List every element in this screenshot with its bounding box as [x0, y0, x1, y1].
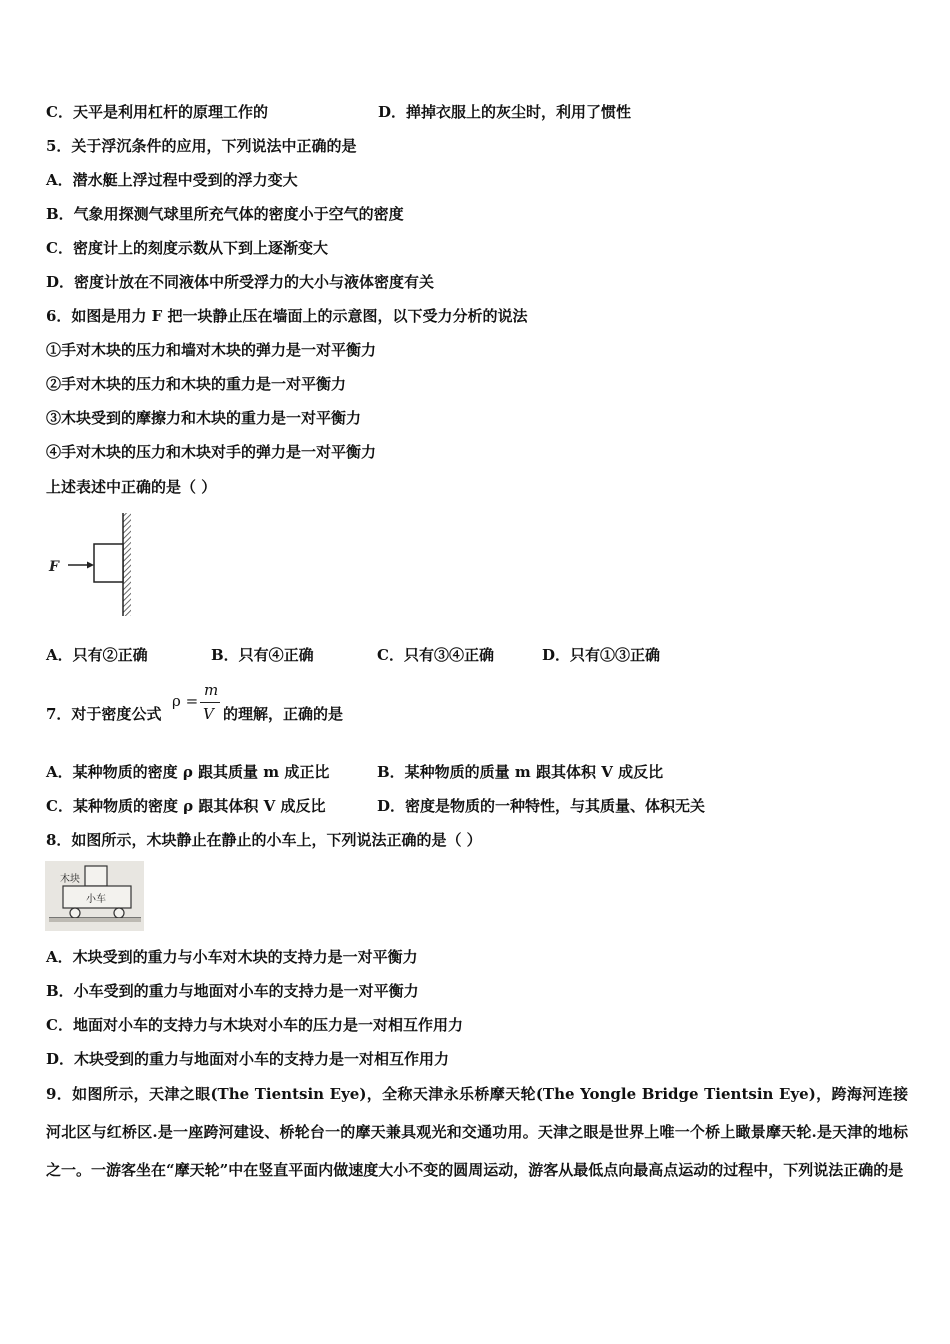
force-label: F [49, 559, 59, 575]
wheel-right [114, 908, 124, 918]
q6-option-b: B．只有④正确 [211, 646, 314, 664]
q7-option-d: D．密度是物质的一种特性，与其质量、体积无关 [377, 797, 706, 815]
q5-option-d: D．密度计放在不同液体中所受浮力的大小与液体密度有关 [46, 273, 435, 291]
wooden-block [94, 544, 123, 582]
q8-stem: 8．如图所示，木块静止在静止的小车上，下列说法正确的是（ ） [46, 831, 482, 849]
q9-stem: 9．如图所示，天津之眼(The Tientsin Eye)，全称天津永乐桥摩天轮(The Yongle Bridge Tientsin Eye)，跨海河连接河北区与红桥区.是一座跨河建设、桥轮台一的摩天兼具观光和交通功用。天津之眼是世界上唯一个桥上瞰景摩天轮.是天津的地标之一。一游客坐在“摩天轮”中在竖直平面内做速度大小不变的圆周运动，游客从最低点向最高点运动的过程中，下列说法正确的是 [46, 1085, 908, 1179]
q8-option-c: C．地面对小车的支持力与木块对小车的压力是一对相互作用力 [46, 1016, 463, 1034]
q7-fraction-bar [200, 702, 220, 703]
q8-option-a: A．木块受到的重力与小车对木块的支持力是一对平衡力 [46, 948, 418, 966]
q5-option-a: A．潜水艇上浮过程中受到的浮力变大 [46, 171, 298, 189]
q4-option-c: C．天平是利用杠杆的原理工作的 [46, 103, 268, 121]
wheel-left [70, 908, 80, 918]
force-arrow-head [87, 562, 94, 569]
q6-stem: 6．如图是用力 F 把一块静止压在墙面上的示意图，以下受力分析的说法 [46, 307, 528, 325]
q8-option-d: D．木块受到的重力与地面对小车的支持力是一对相互作用力 [46, 1050, 450, 1068]
q7-option-b: B．某种物质的质量 m 跟其体积 V 成反比 [377, 763, 664, 781]
q6-option-d: D．只有①③正确 [542, 646, 661, 664]
block-on-cart [85, 866, 107, 886]
q6-statement-2: ②手对木块的压力和木块的重力是一对平衡力 [46, 375, 347, 393]
q7-formula-lhs: ρ = [172, 692, 199, 710]
q5-option-b: B．气象用探测气球里所充气体的密度小于空气的密度 [46, 205, 404, 223]
q5-option-c: C．密度计上的刻度示数从下到上逐渐变大 [46, 239, 328, 257]
q6-option-a: A．只有②正确 [46, 646, 148, 664]
block-label: 木块 [60, 874, 80, 885]
q7-stem-suffix: 的理解，正确的是 [223, 705, 344, 723]
ground-hatching [49, 918, 141, 922]
q8-cart-diagram [45, 861, 144, 931]
q6-prompt: 上述表述中正确的是（ ） [46, 478, 217, 496]
q6-statement-3: ③木块受到的摩擦力和木块的重力是一对平衡力 [46, 409, 362, 427]
q5-stem: 5．关于浮沉条件的应用，下列说法中正确的是 [46, 137, 357, 155]
q6-force-diagram [44, 510, 144, 620]
q7-stem-prefix: 7．对于密度公式 [46, 705, 162, 723]
q7-formula-denominator: V [203, 705, 214, 723]
q4-option-d: D．掸掉衣服上的灰尘时，利用了惯性 [378, 103, 632, 121]
q8-option-b: B．小车受到的重力与地面对小车的支持力是一对平衡力 [46, 982, 419, 1000]
q7-option-c: C．某种物质的密度 ρ 跟其体积 V 成反比 [46, 797, 326, 815]
cart-label: 小车 [86, 894, 106, 905]
wall-hatching [123, 513, 131, 616]
q6-option-c: C．只有③④正确 [377, 646, 494, 664]
q7-option-a: A．某种物质的密度 ρ 跟其质量 m 成正比 [46, 763, 330, 781]
q6-statement-4: ④手对木块的压力和木块对手的弹力是一对平衡力 [46, 443, 377, 461]
q6-statement-1: ①手对木块的压力和墙对木块的弹力是一对平衡力 [46, 341, 377, 359]
q7-formula-numerator: m [204, 681, 219, 699]
